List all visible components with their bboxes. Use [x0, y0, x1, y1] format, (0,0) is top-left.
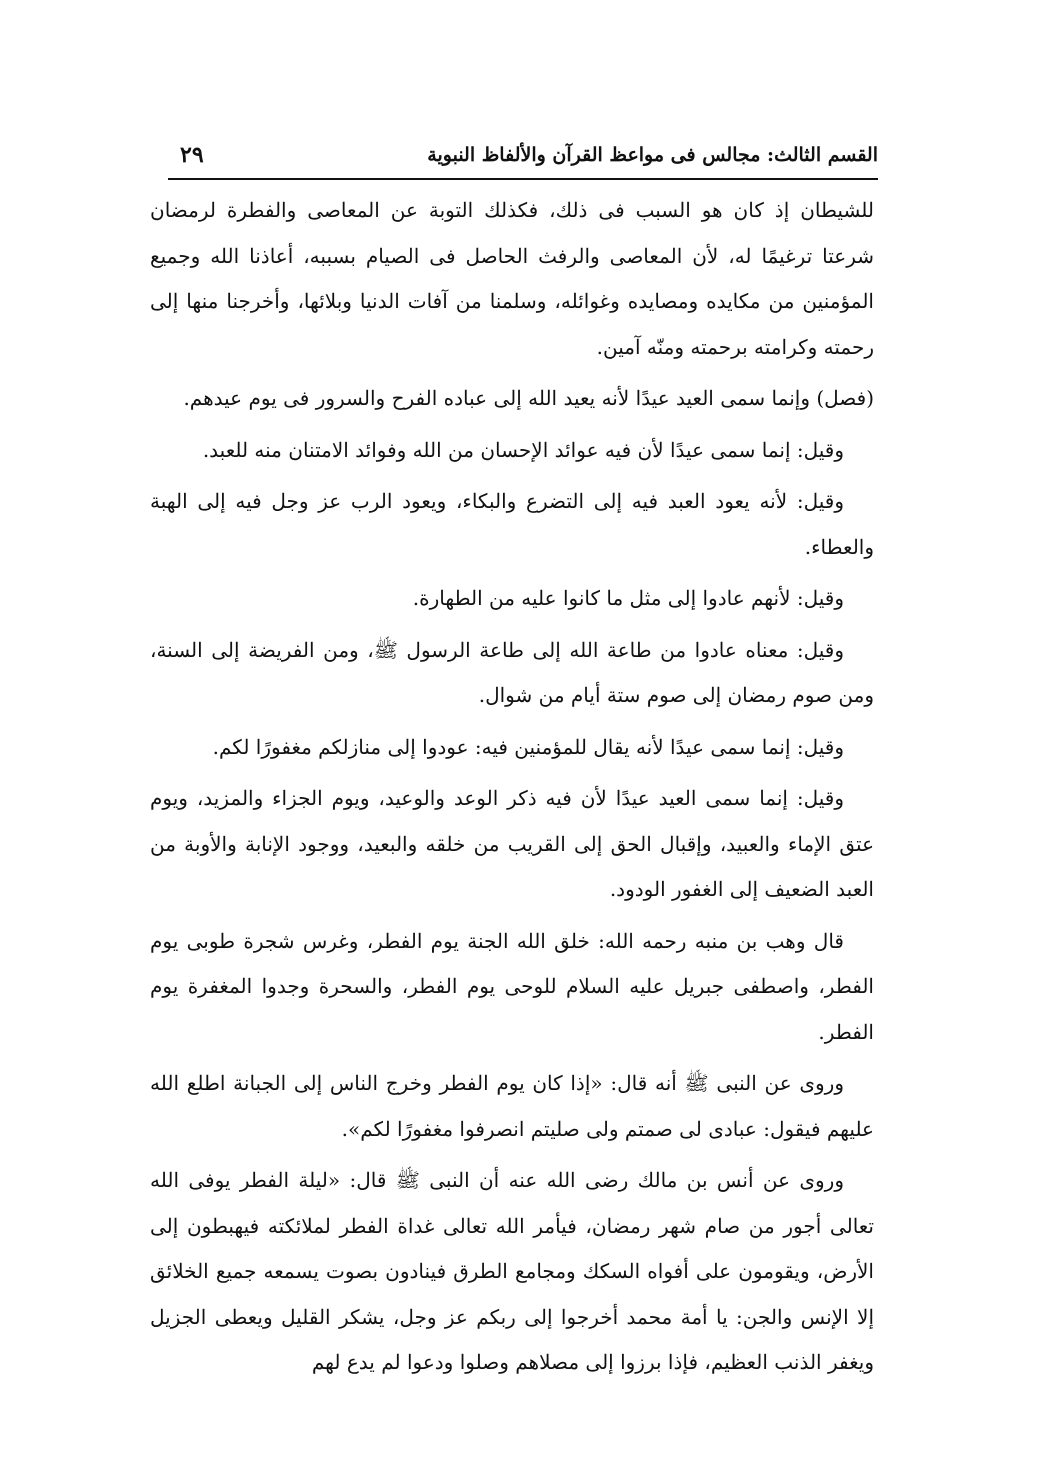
paragraph: وقيل: معناه عادوا من طاعة الله إلى طاعة الرسول ﷺ، ومن الفريضة إلى السنة، ومن صوم رمضان إلى صوم ستة أيام من شوال.	[150, 637, 874, 707]
page-body	[150, 188, 874, 1392]
paragraph: وروى عن أنس بن مالك رضى الله عنه أن النبى ﷺ قال: «ليلة الفطر يوفى الله تعالى أجور من صام شهر رمضان، فيأمر الله تعالى غداة الفطر لملائكته فيهبطون إلى الأرض، ويقومون على أفواه السكك ومجامع الطرق فينادون بصوت يسمعه جميع الخلائق إلا الإنس والجن: يا أمة محمد أخرجوا إلى ربكم عز وجل، يشكر القليل ويعطى الجزيل ويغفر الذنب العظيم، فإذا برزوا إلى مصلاهم وصلوا ودعوا لم يدع لهم	[150, 1168, 874, 1374]
paragraph: وروى عن النبى ﷺ أنه قال: «إذا كان يوم الفطر وخرج الناس إلى الجبانة اطلع الله عليهم فيقول: عبادى لى صمتم ولى صليتم انصرفوا مغفورًا لكم».	[150, 1071, 874, 1141]
page-number: ٢٩	[180, 142, 204, 168]
paragraph: (فصل) وإنما سمى العيد عيدًا لأنه يعيد الله إلى عباده الفرح والسرور فى يوم عيدهم.	[183, 386, 874, 410]
paragraph: وقيل: إنما سمى العيد عيدًا لأن فيه ذكر الوعد والوعيد، ويوم الجزاء والمزيد، ويوم عتق الإماء والعبيد، وإقبال الحق إلى القريب من خلقه والبعيد، ووجود الإنابة والأوبة من العبد الضعيف إلى الغفور الودود.	[150, 786, 874, 901]
paragraph: وقيل: لأنه يعود العبد فيه إلى التضرع والبكاء، ويعود الرب عز وجل فيه إلى الهبة والعطاء.	[150, 489, 874, 559]
paragraph: وقيل: إنما سمى عيدًا لأنه يقال للمؤمنين فيه: عودوا إلى منازلكم مغفورًا لكم.	[212, 734, 844, 759]
paragraph: قال وهب بن منبه رحمه الله: خلق الله الجنة يوم الفطر، وغرس شجرة طوبى يوم الفطر، واصطفى جبريل عليه السلام للوحى يوم الفطر، والسحرة وجدوا المغفرة يوم الفطر.	[150, 928, 874, 1044]
paragraph: وقيل: لأنهم عادوا إلى مثل ما كانوا عليه من الطهارة.	[412, 586, 844, 610]
running-title: القسم الثالث: مجالس فى مواعظ القرآن والألفاظ النبوية	[427, 144, 878, 166]
paragraph: للشيطان إذ كان هو السبب فى ذلك، فكذلك التوبة عن المعاصى والفطرة لرمضان شرعتا ترغيمًا له، لأن المعاصى والرفث الحاصل فى الصيام بسببه، أعاذنا الله وجميع المؤمنين من مكايده ومصايده وغوائله، وسلمنا من آفات الدنيا وبلائها، وأخرجنا منها إلى رحمته وكرامته برحمته ومنّه آمين.	[150, 198, 874, 359]
paragraph: وقيل: إنما سمى عيدًا لأن فيه عوائد الإحسان من الله وفوائد الامتنان منه للعبد.	[202, 437, 844, 462]
page-header	[168, 138, 878, 180]
